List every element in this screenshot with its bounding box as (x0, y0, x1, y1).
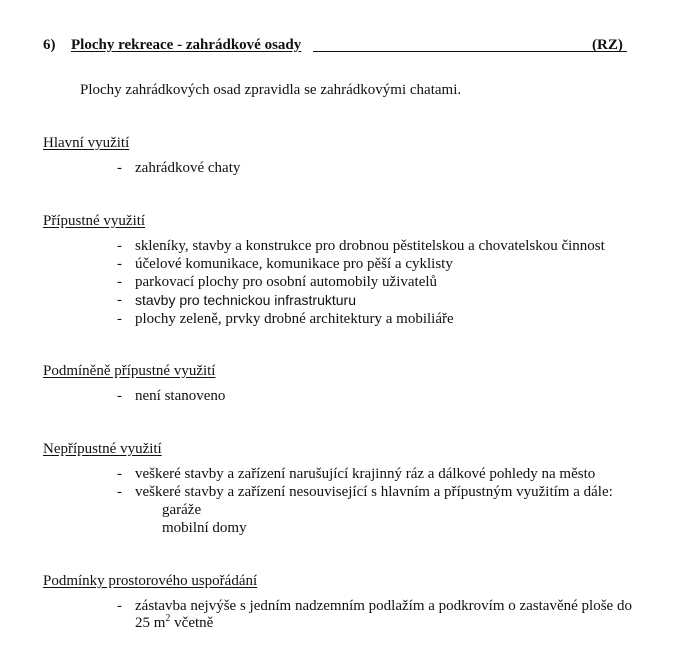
list-item-text: zástavba nejvýše s jedním nadzemním podlažím a podkrovím o zastavěné ploše do (135, 598, 632, 614)
dash-bullet: - (117, 292, 122, 308)
dash-bullet: - (117, 598, 122, 614)
dash-bullet: - (117, 238, 122, 254)
dash-bullet: - (117, 160, 122, 176)
section-code: (RZ) (592, 37, 623, 53)
dash-bullet: - (117, 256, 122, 272)
list-item-text-continuation (135, 614, 213, 632)
list-item-text: skleníky, stavby a konstrukce pro drobnou pěstitelskou a chovatelskou činnost (135, 238, 605, 254)
list-item-text: veškeré stavby a zařízení narušující krajinný ráz a dálkové pohledy na město (135, 466, 596, 482)
heading-nepripustne-vyuziti: Nepřípustné využití (43, 441, 162, 457)
dash-bullet: - (117, 484, 122, 500)
list-item-text: parkovací plochy pro osobní automobily uživatelů (135, 274, 438, 290)
list-item (117, 483, 613, 501)
list-podminene-pripustne-vyuziti (117, 387, 225, 405)
dash-bullet: - (117, 311, 122, 327)
list-hlavni-vyuziti (117, 159, 240, 177)
list-item (117, 291, 605, 310)
list-item-text: účelové komunikace, komunikace pro pěší a cyklisty (135, 256, 453, 272)
list-pripustne-vyuziti (117, 237, 605, 328)
section-intro: Plochy zahrádkových osad zpravidla se zahrádkovými chatami. (80, 82, 462, 98)
list-item-text: plochy zeleně, prvky drobné architektury a mobiliáře (135, 311, 454, 327)
dash-bullet: - (117, 466, 122, 482)
heading-hlavni-vyuziti: Hlavní využití (43, 135, 130, 151)
list-nepripustne-vyuziti (117, 465, 613, 501)
list-item-text: zahrádkové chaty (135, 160, 241, 176)
dash-bullet: - (117, 274, 122, 290)
title-underline-rule (313, 51, 627, 52)
list-item (117, 255, 605, 273)
list-item (117, 465, 613, 483)
area-suffix: včetně (170, 615, 214, 631)
sublist-item: garáže (162, 502, 202, 518)
sublist-item: mobilní domy (162, 520, 247, 536)
section-number: 6) (43, 37, 56, 53)
sublist-nepripustne (162, 501, 247, 537)
list-item (117, 159, 240, 177)
list-item-text: není stanoveno (135, 388, 226, 404)
section-title (71, 36, 627, 54)
heading-podminky-prostoroveho-usporadani: Podmínky prostorového uspořádání (43, 573, 258, 589)
list-item (117, 387, 225, 405)
list-item (117, 237, 605, 255)
dash-bullet: - (117, 388, 122, 404)
section-title-text: Plochy rekreace - zahrádkové osady (71, 37, 302, 53)
heading-podminene-pripustne-vyuziti: Podmíněně přípustné využití (43, 363, 216, 379)
area-unit-superscript: 2 (165, 613, 171, 624)
list-item-text: stavby pro technickou infrastrukturu (135, 292, 356, 308)
heading-pripustne-vyuziti: Přípustné využití (43, 213, 146, 229)
list-item-text: veškeré stavby a zařízení nesouvisející s hlavním a přípustným využitím a dále: (135, 484, 613, 500)
area-value: 25 m (135, 615, 166, 631)
list-item (117, 273, 605, 291)
list-item (117, 310, 605, 328)
